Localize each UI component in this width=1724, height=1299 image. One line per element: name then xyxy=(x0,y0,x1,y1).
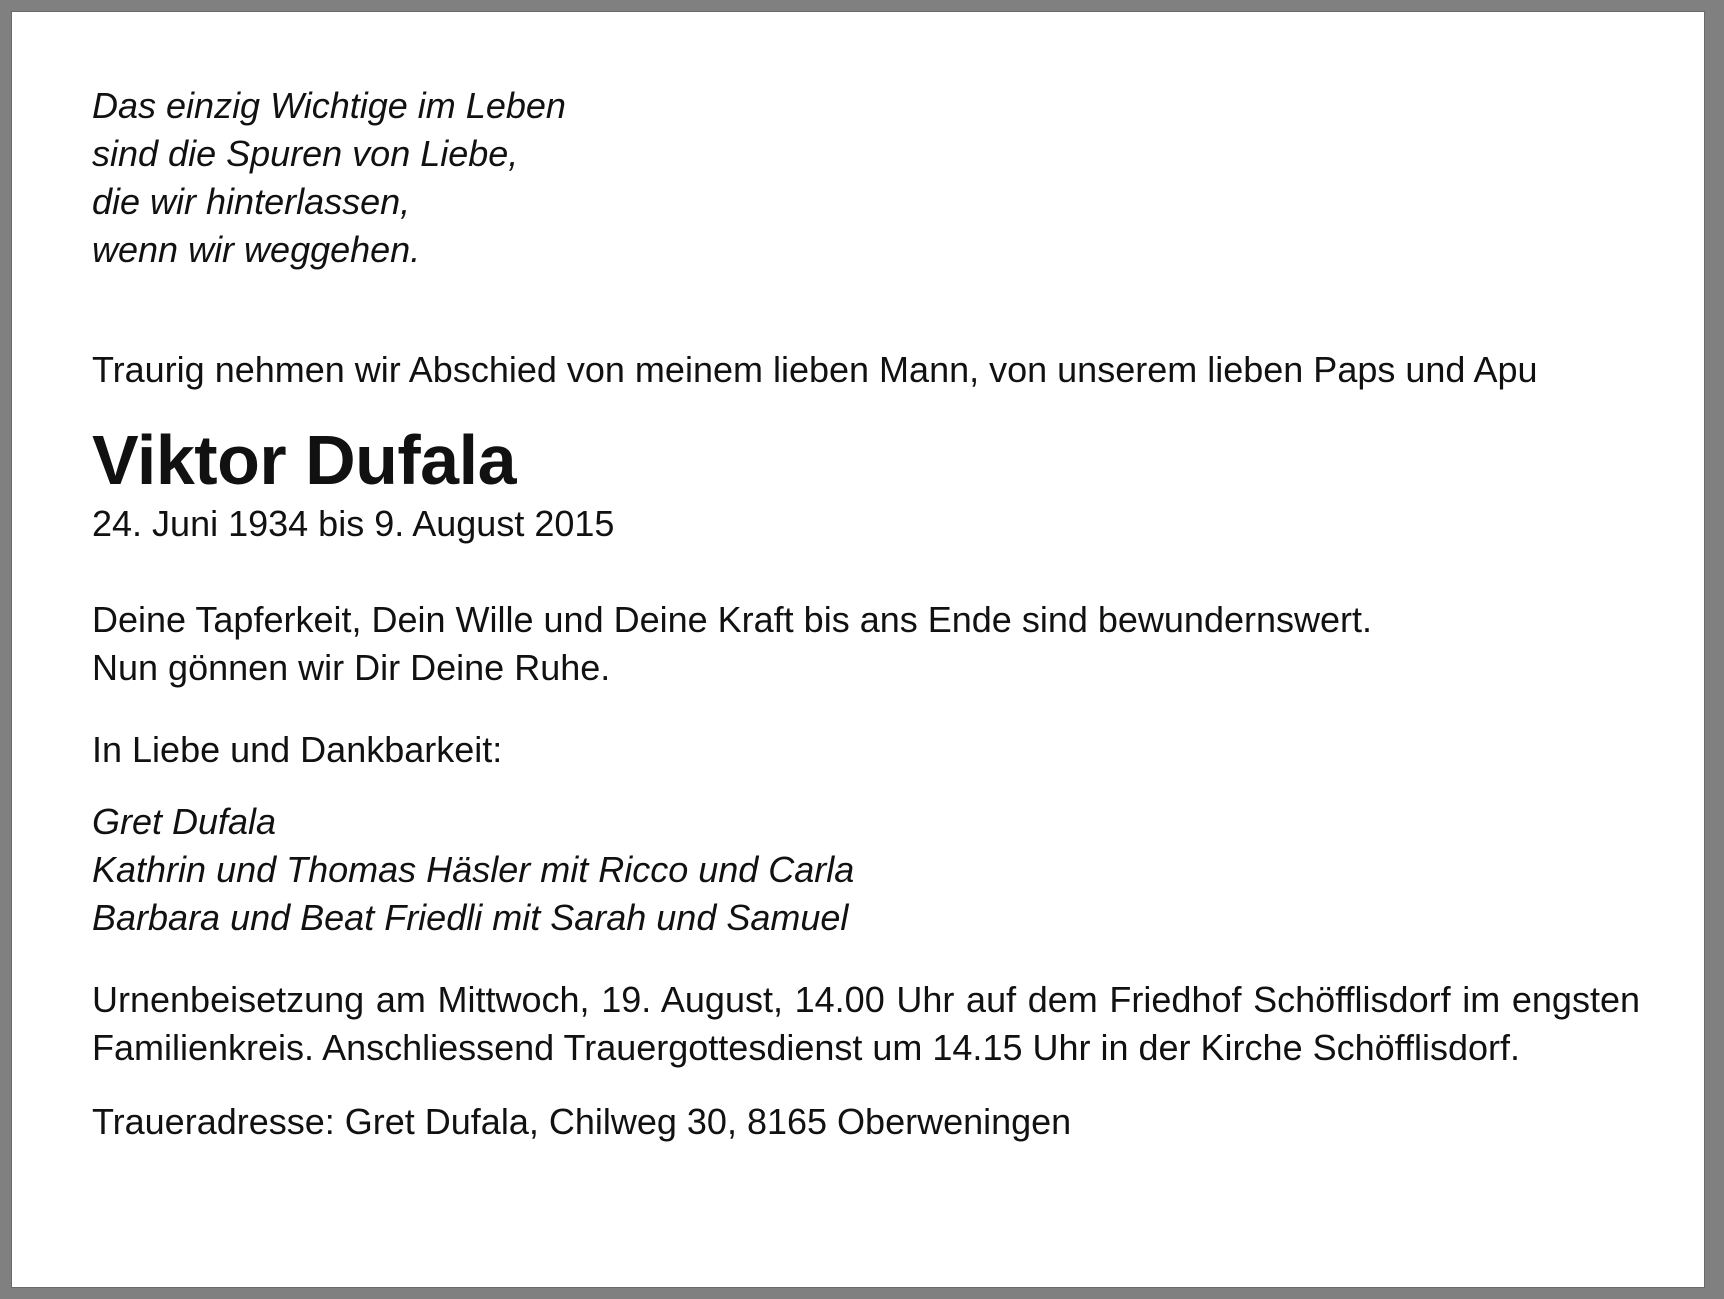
mourner-name: Kathrin und Thomas Häsler mit Ricco und Carla xyxy=(92,849,855,890)
poem-line: Das einzig Wichtige im Leben xyxy=(92,85,566,126)
mourning-address: Traueradresse: Gret Dufala, Chilweg 30, 8165 Oberweningen xyxy=(92,1101,1072,1142)
farewell-intro: Traurig nehmen wir Abschied von meinem lieben Mann, von unserem lieben Paps und Apu xyxy=(92,349,1538,390)
poem-line: wenn wir weggehen. xyxy=(92,229,421,270)
mourners-list xyxy=(92,798,1640,942)
thanks-heading: In Liebe und Dankbarkeit: xyxy=(92,729,503,770)
tribute xyxy=(92,596,1640,692)
deceased-name: Viktor Dufala xyxy=(92,421,516,499)
tribute-line: Nun gönnen wir Dir Deine Ruhe. xyxy=(92,647,611,688)
mourner-name: Gret Dufala xyxy=(92,801,277,842)
poem xyxy=(92,82,1640,274)
obituary-page xyxy=(12,12,1704,1287)
life-dates: 24. Juni 1934 bis 9. August 2015 xyxy=(92,503,615,544)
poem-line: die wir hinterlassen, xyxy=(92,181,411,222)
obituary-content xyxy=(92,82,1640,1146)
mourner-name: Barbara und Beat Friedli mit Sarah und Samuel xyxy=(92,897,849,938)
poem-line: sind die Spuren von Liebe, xyxy=(92,133,519,174)
burial-notice: Urnenbeisetzung am Mittwoch, 19. August, 14.00 Uhr auf dem Friedhof Schöfflisdorf im engsten Familienkreis. Anschliessend Trauergottesdienst um 14.15 Uhr in der Kirche Schöfflisdorf. xyxy=(92,979,1640,1068)
tribute-line: Deine Tapferkeit, Dein Wille und Deine Kraft bis ans Ende sind bewundernswert. xyxy=(92,599,1373,640)
